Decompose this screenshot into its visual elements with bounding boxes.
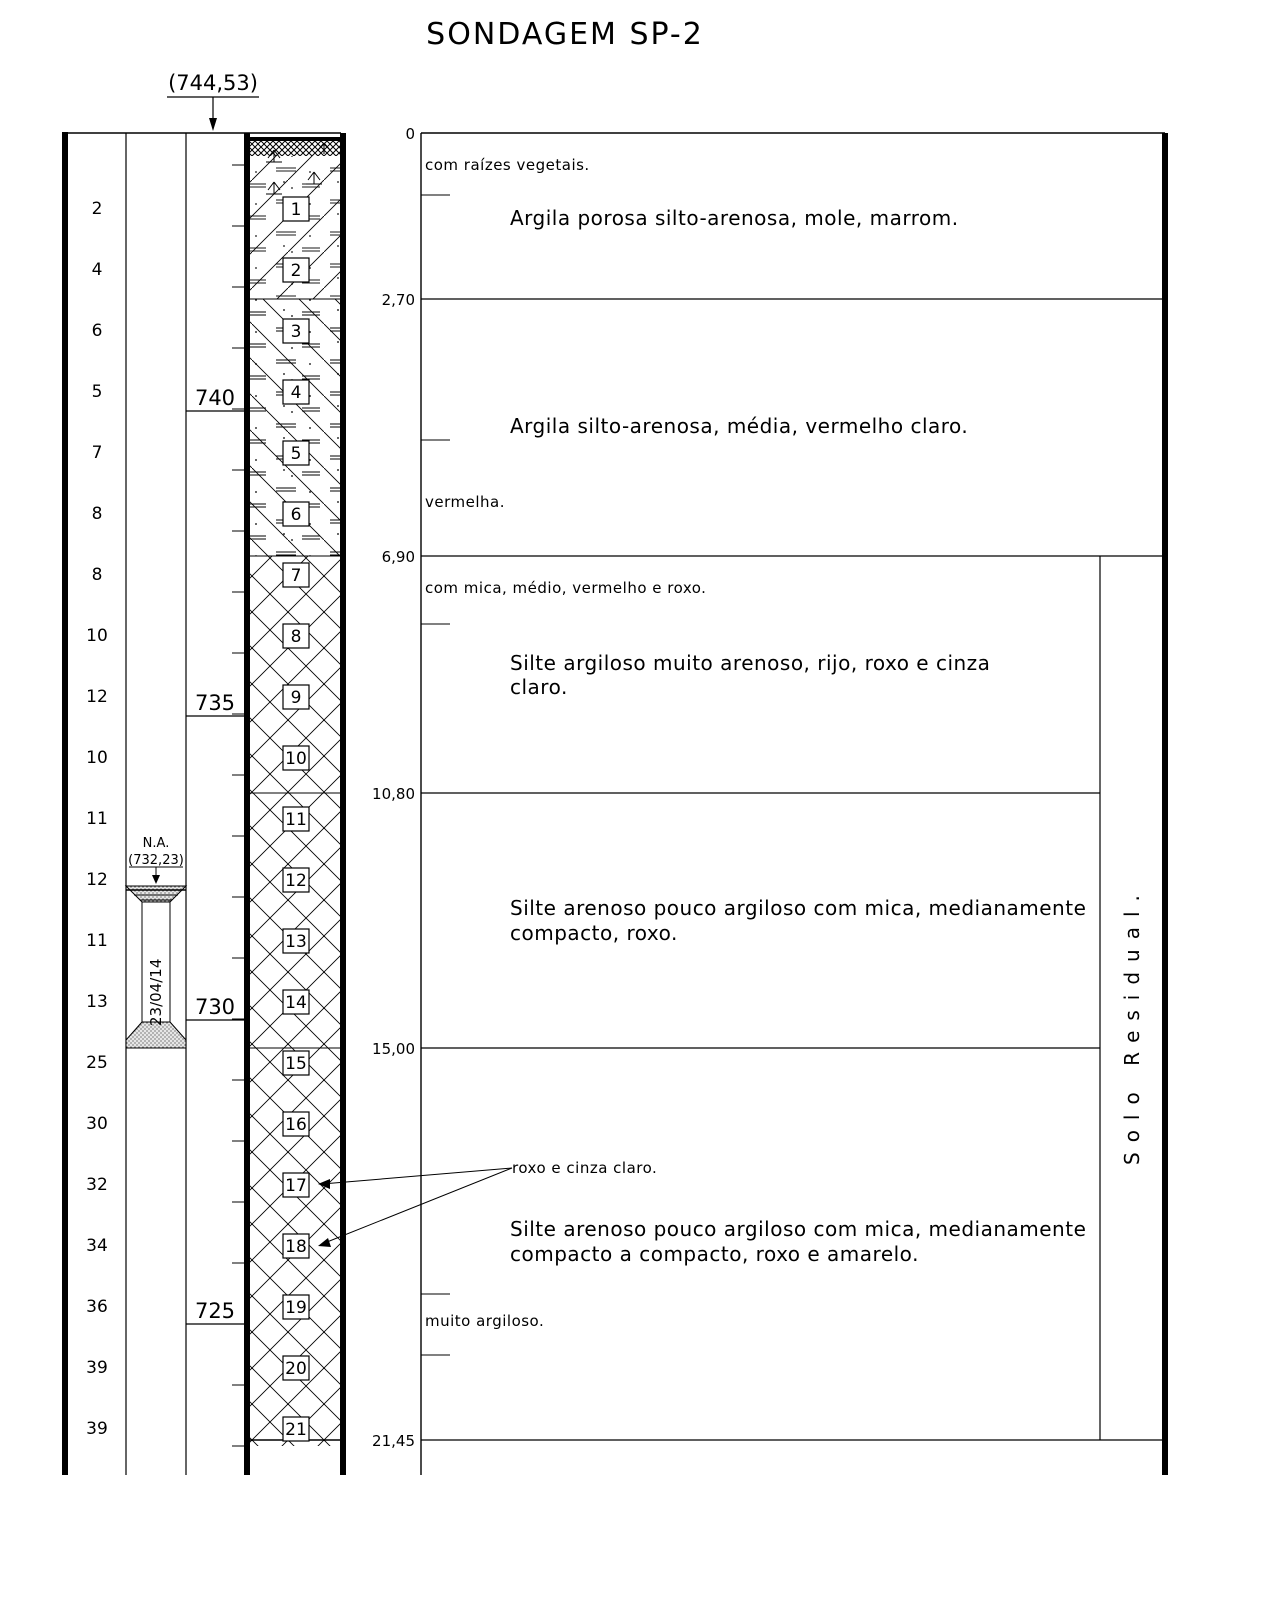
layer-5-bottom-depth: 21,45 <box>372 1432 415 1450</box>
layer-5-note: roxo e cinza claro. <box>512 1159 658 1177</box>
sample-number-18: 18 <box>285 1237 307 1257</box>
spt-value-13: 11 <box>86 931 108 951</box>
spt-value-20: 39 <box>86 1358 108 1378</box>
ground-elevation-label: (744,53) <box>168 71 258 95</box>
spt-value-5: 7 <box>91 443 103 463</box>
note-leader-18 <box>322 1168 512 1244</box>
layer-3-note: com mica, médio, vermelho e roxo. <box>425 579 707 597</box>
sample-number-7: 7 <box>290 566 302 586</box>
soil-origin-label: Solo Residual. <box>1120 885 1144 1165</box>
drawing-title: SONDAGEM SP-2 <box>426 17 704 52</box>
sample-number-21: 21 <box>285 1420 307 1440</box>
water-level-date: 23/04/14 <box>147 958 165 1026</box>
layer-3-bottom-depth: 10,80 <box>372 785 415 803</box>
layer-5-description-line-1: Silte arenoso pouco argiloso com mica, medianamente <box>510 1217 1087 1241</box>
spt-value-10: 10 <box>86 748 108 768</box>
layer-4-description-line-2: compacto, roxo. <box>510 921 678 945</box>
sample-number-17: 17 <box>285 1176 307 1196</box>
sample-number-20: 20 <box>285 1359 307 1379</box>
spt-values <box>86 199 108 1439</box>
layer-5-note-2: muito argiloso. <box>425 1312 545 1330</box>
spt-value-3: 6 <box>91 321 103 341</box>
sample-number-2: 2 <box>290 261 302 281</box>
spt-value-2: 4 <box>91 260 103 280</box>
spt-value-17: 32 <box>86 1175 108 1195</box>
note-leader-17 <box>322 1168 512 1184</box>
sample-number-12: 12 <box>285 871 307 891</box>
layer-1-description: Argila porosa silto-arenosa, mole, marrom. <box>510 206 959 230</box>
layer-4-description-line-1: Silte arenoso pouco argiloso com mica, medianamente <box>510 896 1087 920</box>
layer-4-bottom-depth: 15,00 <box>372 1040 415 1058</box>
sample-number-11: 11 <box>285 810 307 830</box>
spt-value-21: 39 <box>86 1419 108 1439</box>
spt-value-12: 12 <box>86 870 108 890</box>
sample-number-4: 4 <box>290 383 302 403</box>
spt-value-4: 5 <box>91 382 103 402</box>
elevation-mark-735: 735 <box>194 691 236 715</box>
layer-1-bottom-depth: 2,70 <box>381 291 415 309</box>
spt-value-1: 2 <box>91 199 103 219</box>
layer-2-note: vermelha. <box>425 493 505 511</box>
sample-number-13: 13 <box>285 932 307 952</box>
sample-number-5: 5 <box>290 444 302 464</box>
description-table-frame <box>421 133 1165 1475</box>
sample-number-16: 16 <box>285 1115 307 1135</box>
spt-value-16: 30 <box>86 1114 108 1134</box>
water-level-arrow-icon <box>152 875 160 884</box>
sample-number-6: 6 <box>290 505 302 525</box>
layer-3-description-line-1: Silte argiloso muito arenoso, rijo, roxo e cinza <box>510 651 991 675</box>
spt-value-7: 8 <box>91 565 103 585</box>
ground-elevation-arrow-icon <box>209 118 217 131</box>
layer-descriptions <box>318 125 1162 1450</box>
sample-number-19: 19 <box>285 1298 307 1318</box>
sample-number-8: 8 <box>290 627 302 647</box>
layer-3-description-line-2: claro. <box>510 675 568 699</box>
spt-value-6: 8 <box>91 504 103 524</box>
elevation-mark-725: 725 <box>194 1299 236 1323</box>
spt-value-18: 34 <box>86 1236 108 1256</box>
spt-value-8: 10 <box>86 626 108 646</box>
elevation-mark-730: 730 <box>194 995 236 1019</box>
layer-1-note: com raízes vegetais. <box>425 156 590 174</box>
sample-number-15: 15 <box>285 1054 307 1074</box>
layer-2-description: Argila silto-arenosa, média, vermelho claro. <box>510 414 969 438</box>
sample-boxes <box>283 197 309 1441</box>
spt-value-11: 11 <box>86 809 108 829</box>
sample-number-3: 3 <box>290 322 302 342</box>
water-level-label: N.A. <box>142 836 170 851</box>
water-level-elevation: (732,23) <box>128 853 184 868</box>
elevation-marks <box>186 386 247 1324</box>
spt-value-15: 25 <box>86 1053 108 1073</box>
sample-number-9: 9 <box>290 688 302 708</box>
spt-value-9: 12 <box>86 687 108 707</box>
sample-number-10: 10 <box>285 749 307 769</box>
layer-5-description-line-2: compacto a compacto, roxo e amarelo. <box>510 1242 919 1266</box>
elevation-mark-740: 740 <box>194 386 236 410</box>
spt-value-14: 13 <box>86 992 108 1012</box>
layer-1-top-depth: 0 <box>405 125 415 143</box>
sample-number-1: 1 <box>290 200 302 220</box>
spt-value-19: 36 <box>86 1297 108 1317</box>
sample-number-14: 14 <box>285 993 307 1013</box>
layer-2-bottom-depth: 6,90 <box>381 548 415 566</box>
water-level-marker <box>126 836 186 1048</box>
